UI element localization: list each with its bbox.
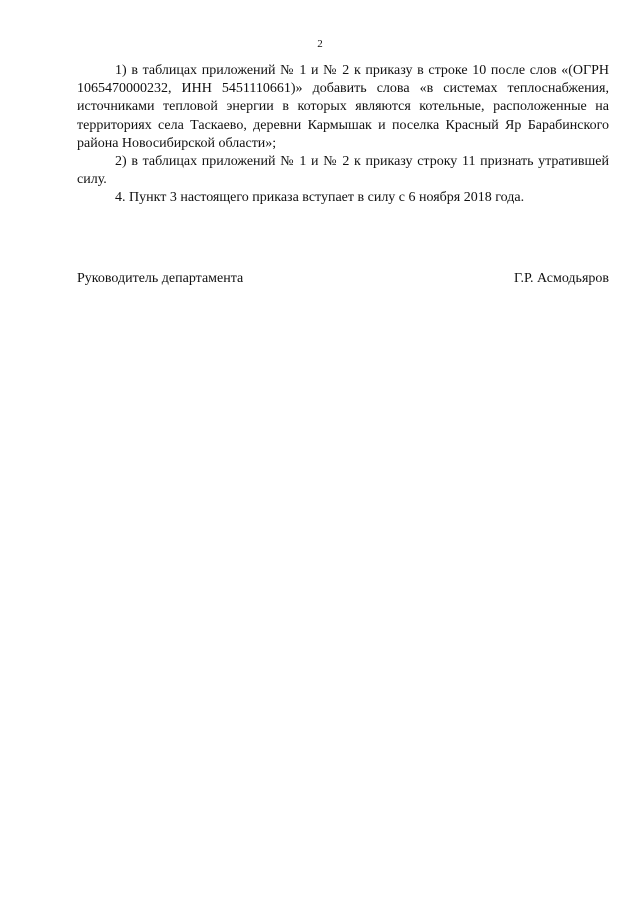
signature-block	[77, 270, 609, 290]
paragraph-item-2: 2) в таблицах приложений № 1 и № 2 к приказу строку 11 признать утратившей силу.	[77, 154, 609, 188]
page-number: 2	[317, 38, 323, 50]
signatory-title: Руководитель департамента	[77, 271, 244, 286]
paragraph-item-1: 1) в таблицах приложений № 1 и № 2 к приказу в строке 10 после слов «(ОГРН 1065470000232, ИНН 5451110661)» добавить слова «в системах теплоснабжения, источниками тепловой энергии в которых являются котельные, расположенные на территориях села Таскаево, деревни Кармышак и поселка Красный Яр Барабинского района Новосибирской области»;	[77, 63, 609, 151]
document-body	[77, 62, 609, 208]
paragraph-point-4: 4. Пункт 3 настоящего приказа вступает в силу с 6 ноября 2018 года.	[115, 190, 525, 206]
signatory-name: Г.Р. Асмодьяров	[513, 271, 609, 286]
